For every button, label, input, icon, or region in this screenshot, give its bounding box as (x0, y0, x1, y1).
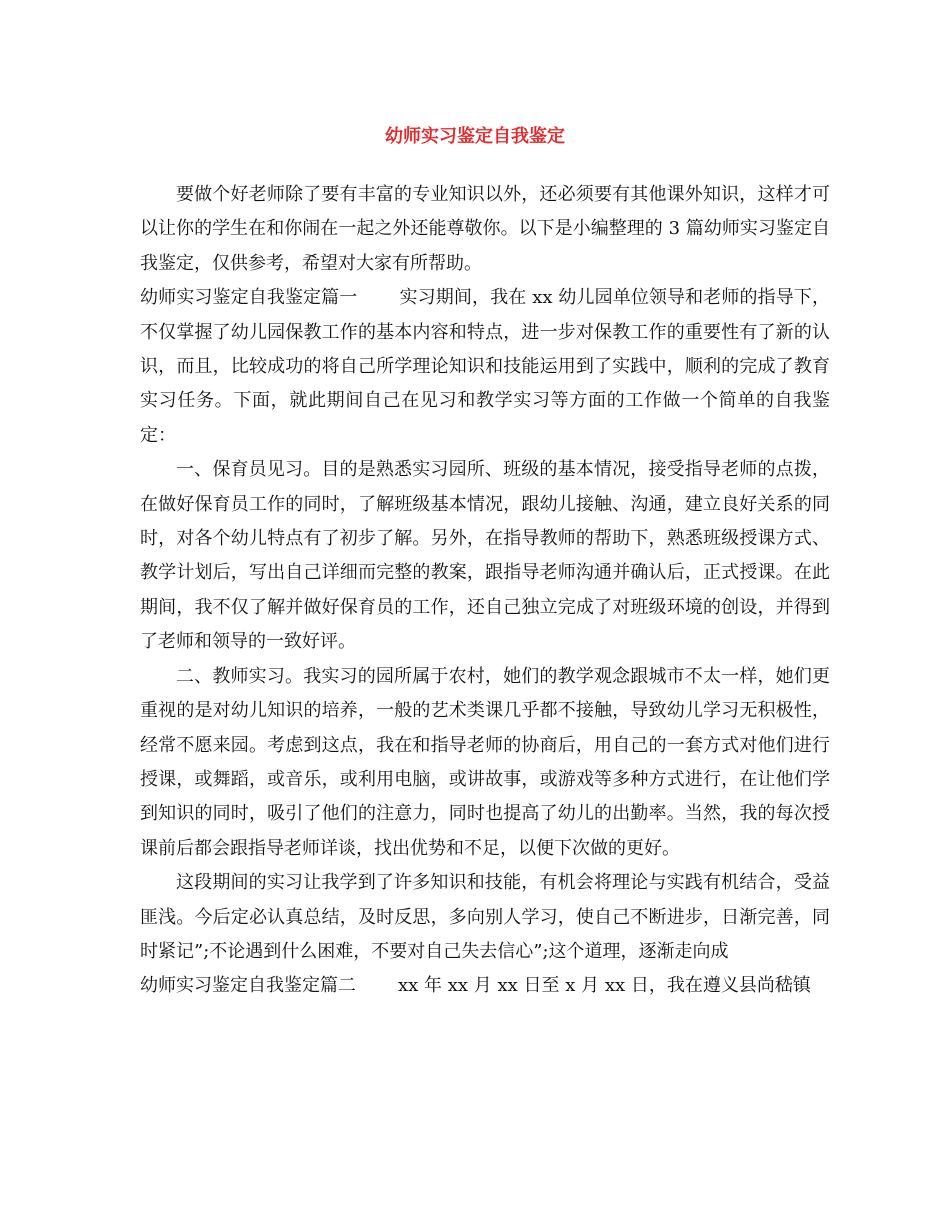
section-2-text: xx 年 xx 月 xx 日至 x 月 xx 日，我在遵义县尚嵇镇 (398, 975, 811, 997)
paragraph-summary: 这段期间的实习让我学到了许多知识和技能，有机会将理论与实践有机结合，受益匪浅。今后定必认真总结，及时反思，多向别人学习，使自己不断进步，日渐完善，同时紧记”;不论遇到什么困难，不要对自己失去信心”;这个道理，逐渐走向成 (140, 872, 830, 962)
section-1-text: 实习期间，我在 xx 幼儿园单位领导和老师的指导下，不仅掌握了幼儿园保教工作的基本内容和特点，进一步对保教工作的重要性有了新的认识，而且，比较成功的将自己所学理论知识和技能运用到了实践中，顺利的完成了教育实习任务。下面，就此期间自己在见习和教学实习等方面的工作做一个简单的自我鉴定： (140, 287, 830, 446)
section-1-heading: 幼师实习鉴定自我鉴定篇一 (140, 287, 358, 309)
paragraph-nursery-practice: 一、保育员见习。目的是熟悉实习园所、班级的基本情况，接受指导老师的点拨，在做好保育员工作的同时，了解班级基本情况，跟幼儿接触、沟通，建立良好关系的同时，对各个幼儿特点有了初步了解。另外，在指导教师的帮助下，熟悉班级授课方式、教学计划后，写出自己详细而完整的教案，跟指导老师沟通并确认后，正式授课。在此期间，我不仅了解并做好保育员的工作，还自己独立完成了对班级环境的创设，并得到了老师和领导的一致好评。 (140, 459, 830, 653)
section-2-heading: 幼师实习鉴定自我鉴定篇二 (140, 975, 356, 997)
section-1-paragraph (140, 281, 830, 453)
paragraph-teacher-practice: 二、教师实习。我实习的园所属于农村，她们的教学观念跟城市不太一样，她们更重视的是对幼儿知识的培养，一般的艺术类课几乎都不接触，导致幼儿学习无积极性，经常不愿来园。考虑到这点，我在和指导老师的协商后，用自己的一套方式对他们进行授课，或舞蹈，或音乐，或利用电脑，或讲故事，或游戏等多种方式进行，在让他们学到知识的同时，吸引了他们的注意力，同时也提高了幼儿的出勤率。当然，我的每次授课前后都会跟指导老师详谈，找出优势和不足，以便下次做的更好。 (140, 665, 830, 859)
document-title: 幼师实习鉴定自我鉴定 (385, 126, 565, 147)
section-2-paragraph (140, 969, 830, 1003)
document-body (140, 178, 830, 1004)
intro-paragraph: 要做个好老师除了要有丰富的专业知识以外，还必须要有其他课外知识，这样才可以让你的学生在和你闹在一起之外还能尊敬你。以下是小编整理的 3 篇幼师实习鉴定自我鉴定，仅供参考，希望对大家有所帮助。 (140, 184, 830, 274)
